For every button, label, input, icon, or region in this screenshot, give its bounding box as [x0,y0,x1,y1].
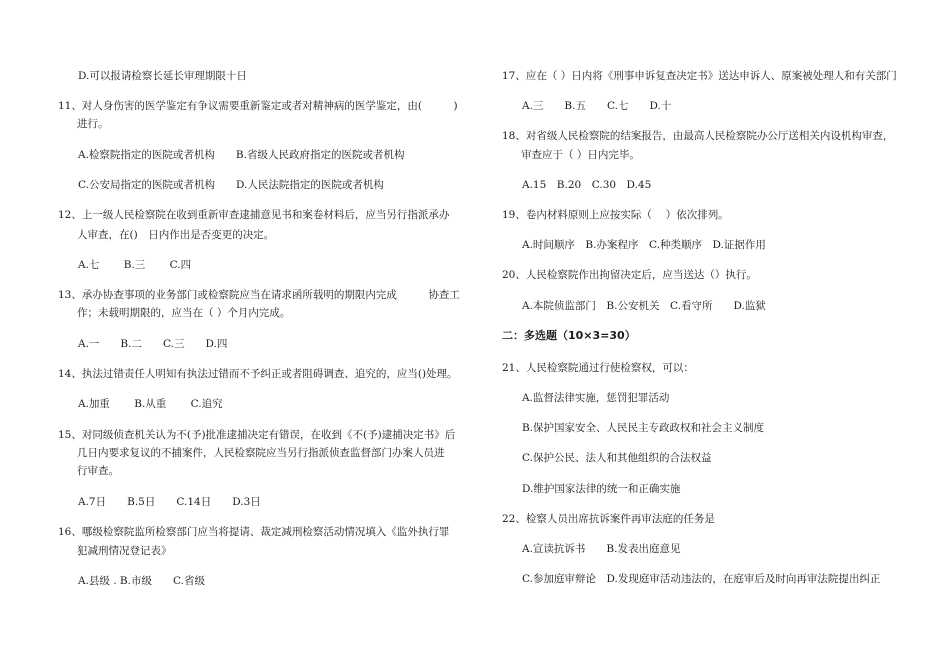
q21-text: 21、人民检察院通过行使检察权，可以： [502,362,694,374]
q11-text-line1: 11、对人身伤害的医学鉴定有争议需要重新鉴定或者对精神病的医学鉴定，由( ) [58,100,458,112]
q21-option-c: C.保护公民、法人和其他组织的合法权益 [522,452,712,464]
q11-text-line2: 进行。 [77,118,109,130]
q12-text-line2: 人审查，在() 日内作出是否变更的决定。 [77,229,275,241]
section-heading-multiple-choice: 二：多选题（10×3=30） [502,329,636,342]
q13-text-line2: 作；未载明期限的，应当在（ ）个月内完成。 [77,307,291,319]
q16-text-line2: 犯减刑情况登记表》 [77,545,172,557]
q22-options-cd: C.参加庭审辩论 D.发现庭审活动违法的，在庭审后及时向再审法院提出纠正 [522,573,881,585]
q13-options: A.一 B.二 C.三 D.四 [78,338,228,350]
q11-options-cd: C.公安局指定的医院或者机构 D.人民法院指定的医院或者机构 [78,179,384,191]
q18-text-line2: 审查应于（ ）日内完毕。 [521,149,640,161]
q21-option-b: B.保护国家安全、人民民主专政政权和社会主义制度 [522,422,765,434]
q22-text: 22、检察人员出席抗诉案件再审法庭的任务是 [502,513,715,525]
q13-text-line1: 13、承办协查事项的业务部门或检察院应当在请求函所载明的期限内完成 协查工 [58,289,460,301]
q12-text-line1: 12、上一级人民检察院在收到重新审查逮捕意见书和案卷材料后，应当另行指派承办 [58,209,450,221]
q21-option-a: A.监督法律实施，惩罚犯罪活动 [522,392,670,404]
q14-options: A.加重 B.从重 C.追究 [78,398,223,410]
q11-options-ab: A.检察院指定的医院或者机构 B.省级人民政府指定的医院或者机构 [78,149,405,161]
q22-options-ab: A.宣读抗诉书 B.发表出庭意见 [522,543,681,555]
q14-text: 14、执法过错责任人明知有执法过错而不予纠正或者阻碍调查、追究的，应当()处理。 [58,368,458,380]
q16-text-line1: 16、哪级检察院监所检察部门应当将提请、裁定减刑检察活动情况填入《监外执行罪 [58,526,450,538]
q19-options: A.时间顺序 B.办案程序 C.种类顺序 D.证据作用 [522,239,766,251]
q19-text: 19、卷内材料原则上应按实际（ ）依次排列。 [502,209,729,221]
q21-option-d: D.维护国家法律的统一和正确实施 [522,483,681,495]
q20-text: 20、人民检察院作出拘留决定后，应当送达（）执行。 [502,269,757,281]
q15-text-line3: 行审查。 [77,465,119,477]
q20-options: A.本院侦监部门 B.公安机关 C.看守所 D.监狱 [522,300,766,312]
q10-option-d: D.可以报请检察长延长审理期限十日 [78,70,247,82]
q15-text-line2: 几日内要求复议的不捕案件，人民检察院应当另行指派侦查监督部门办案人员进 [77,447,445,459]
q18-text-line1: 18、对省级人民检察院的结案报告，由最高人民检察院办公厅送相关内设机构审查， [502,130,894,142]
q12-options: A.七 B.三 C.四 [78,259,192,271]
q16-options: A.县级 . B.市级 C.省级 [78,575,205,587]
q17-options: A.三 B.五 C.七 D.十 [522,100,672,112]
q17-text: 17、应在（ ）日内将《刑事申诉复查决定书》送达申诉人、原案被处理人和有关部门 [502,70,897,82]
q15-options: A.7日 B.5日 C.14日 D.3日 [78,496,261,508]
q15-text-line1: 15、对同级侦查机关认为不(予)批准逮捕决定有错误，在收到《不(予)逮捕决定书》后 [58,429,456,441]
q18-options: A.15 B.20 C.30 D.45 [522,179,652,191]
